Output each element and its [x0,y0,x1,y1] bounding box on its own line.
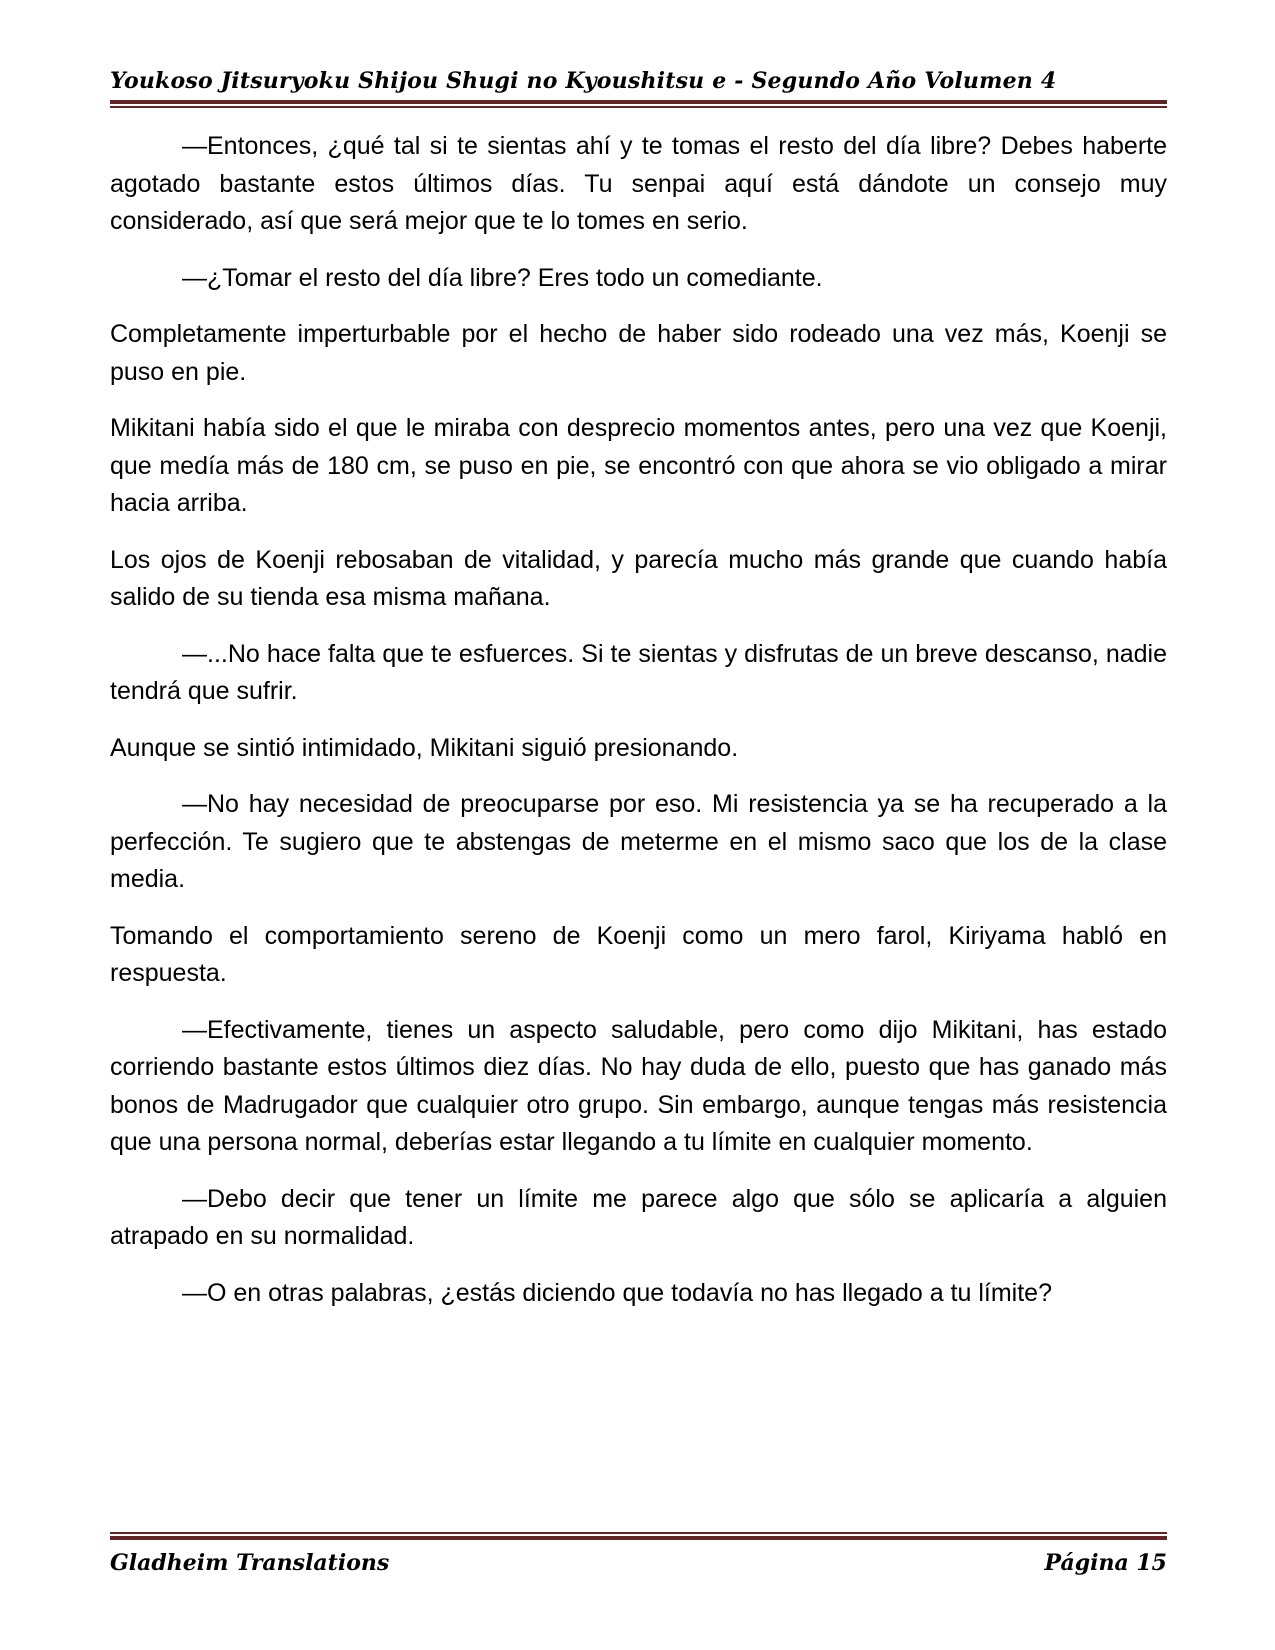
page-header [110,0,1167,108]
paragraph: Completamente imperturbable por el hecho de haber sido rodeado una vez más, Koenji se puso en pie. [110,320,1167,386]
footer-left-text: Gladheim Translations [110,1550,390,1576]
header-rule [110,100,1167,108]
paragraph: Tomando el comportamiento sereno de Koenji como un mero farol, Kiriyama habló en respuesta. [110,921,1167,987]
header-rule-thin-line [110,106,1167,108]
document-body [110,128,1167,1331]
paragraph: —No hay necesidad de preocuparse por eso. Mi resistencia ya se ha recuperado a la perfección. Te sugiero que te abstengas de meterme en el mismo saco que los de la clase media. [110,790,1167,893]
document-title: Youkoso Jitsuryoku Shijou Shugi no Kyoushitsu e - Segundo Año Volumen 4 [110,68,1057,94]
footer-rule [110,1532,1167,1540]
paragraph: —...No hace falta que te esfuerces. Si te sientas y disfrutas de un breve descanso, nadie tendrá que sufrir. [110,639,1167,705]
page-footer [110,1532,1167,1650]
paragraph: —¿Tomar el resto del día libre? Eres todo un comediante. [182,263,823,292]
paragraph: Aunque se sintió intimidado, Mikitani siguió presionando. [110,733,739,762]
paragraph: Mikitani había sido el que le miraba con desprecio momentos antes, pero una vez que Koenji, que medía más de 180 cm, se puso en pie, se encontró con que ahora se vio obligado a mirar hacia arriba. [110,414,1167,517]
paragraph: —O en otras palabras, ¿estás diciendo que todavía no has llegado a tu límite? [182,1278,1052,1307]
footer-page-number: Página 15 [1044,1550,1167,1576]
paragraph: Los ojos de Koenji rebosaban de vitalidad, y parecía mucho más grande que cuando había salido de su tienda esa misma mañana. [110,545,1167,611]
paragraph: —Entonces, ¿qué tal si te sientas ahí y te tomas el resto del día libre? Debes haberte agotado bastante estos últimos días. Tu senpai aquí está dándote un consejo muy considerado, así que será mejor que te lo tomes en serio. [110,132,1167,235]
paragraph: —Debo decir que tener un límite me parece algo que sólo se aplicaría a alguien atrapado en su normalidad. [110,1184,1167,1250]
paragraph: —Efectivamente, tienes un aspecto saludable, pero como dijo Mikitani, has estado corriendo bastante estos últimos diez días. No hay duda de ello, puesto que has ganado más bonos de Madrugador que cualquier otro grupo. Sin embargo, aunque tengas más resistencia que una persona normal, deberías estar llegando a tu límite en cualquier momento. [110,1015,1167,1156]
